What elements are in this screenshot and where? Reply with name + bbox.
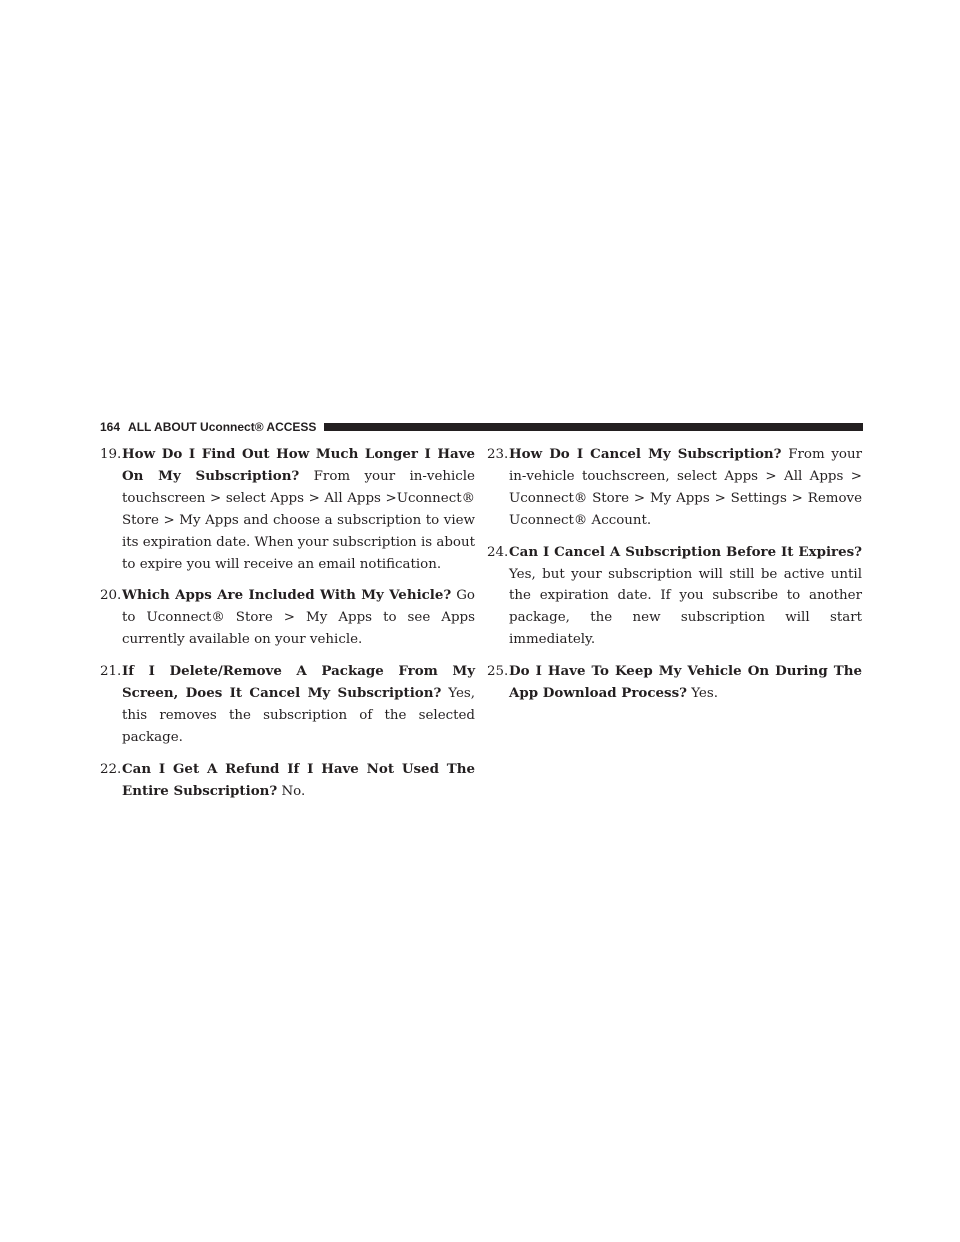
answer-text: Yes, this removes the subscription of the selected package. <box>122 686 475 745</box>
page-header <box>100 419 863 435</box>
item-number: 21. <box>100 664 122 680</box>
question-text: Which Apps Are Included With My Vehicle? <box>122 587 452 604</box>
question-text: If I Delete/Remove A Package From My Screen, Does It Cancel My Subscription? <box>122 663 475 702</box>
item-number: 23. <box>487 447 509 462</box>
answer-text: From your in-vehicle touchscreen > select Apps > All Apps >Uconnect® Store > My Apps and choose a subscription to view its expiration date. When your subscription is about to expire you will receive an email notification. <box>122 468 475 572</box>
question-text: Do I Have To Keep My Vehicle On During The App Download Process? <box>509 663 862 702</box>
answer-text: Go to Uconnect® Store > My Apps to see Apps currently available on your vehicle. <box>122 588 475 648</box>
answer-text: From your in-vehicle touchscreen, select Apps > All Apps > Uconnect® Store > My Apps > Settings > Remove Uconnect® Account. <box>509 447 862 528</box>
left-column <box>100 444 475 813</box>
question-text: How Do I Cancel My Subscription? <box>509 446 782 462</box>
item-number: 22. <box>100 761 122 777</box>
faq-item-22 <box>100 759 475 803</box>
faq-item-19 <box>100 444 475 575</box>
question-text: How Do I Find Out How Much Longer I Have On My Subscription? <box>122 446 475 484</box>
question-text: Can I Get A Refund If I Have Not Used The Entire Subscription? <box>122 760 475 799</box>
answer-text: No. <box>281 783 306 799</box>
answer-text: Yes. <box>691 686 718 702</box>
item-number: 20. <box>100 588 122 604</box>
page-number: 164 <box>100 420 121 434</box>
faq-item-25 <box>487 661 862 705</box>
right-column <box>487 444 862 715</box>
faq-item-24 <box>487 542 862 652</box>
answer-text: Yes, but your subscription will still be active until the expiration date. If you subscribe to another package, the new subscription will start immediately. <box>509 566 862 648</box>
section-title: ALL ABOUT Uconnect® ACCESS <box>128 420 317 434</box>
item-number: 24. <box>487 544 509 560</box>
item-number: 25. <box>487 664 509 680</box>
header-rule <box>324 423 863 431</box>
item-number: 19. <box>100 447 122 462</box>
faq-item-23 <box>487 444 862 532</box>
faq-item-21 <box>100 661 475 749</box>
faq-item-20 <box>100 585 475 651</box>
question-text: Can I Cancel A Subscription Before It Expires? <box>509 543 862 560</box>
